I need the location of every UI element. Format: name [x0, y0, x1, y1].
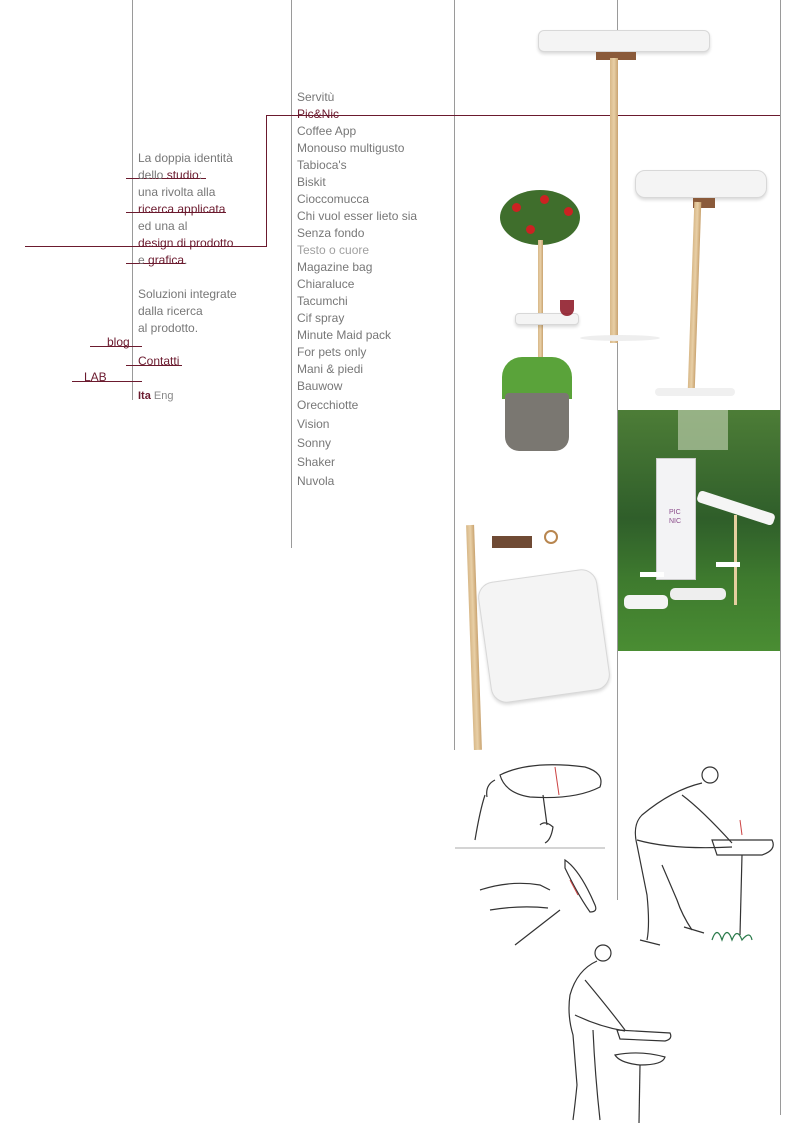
- intro-text: dello: [138, 168, 167, 182]
- table-leg: [466, 525, 482, 750]
- banner-line: PIC: [669, 509, 681, 516]
- person-sketch-2[interactable]: [555, 935, 680, 1125]
- intro-line: La doppia identità: [138, 151, 233, 165]
- intro-text: :: [198, 168, 203, 182]
- cushion: [624, 595, 668, 609]
- intro-line: [138, 167, 202, 184]
- contatti-link[interactable]: Contatti: [138, 354, 180, 368]
- person-sketch-1[interactable]: [622, 755, 782, 955]
- solutions-line: Soluzioni integrate: [138, 287, 237, 301]
- menu-item[interactable]: Shaker: [297, 455, 336, 469]
- flower: [564, 207, 573, 216]
- grid-line: [132, 0, 133, 400]
- table-top: [476, 567, 612, 705]
- menu-item[interactable]: Sonny: [297, 436, 332, 450]
- assembly-sketch-1[interactable]: [455, 755, 615, 850]
- menu-item[interactable]: Servitù: [297, 90, 335, 104]
- grid-line: [291, 0, 292, 548]
- ricerca-applicata-link[interactable]: ricerca applicata: [138, 202, 226, 216]
- menu-item[interactable]: Tabioca's: [297, 158, 347, 172]
- sky-patch: [678, 410, 728, 450]
- menu-item[interactable]: Testo o cuore: [297, 243, 370, 257]
- language-switcher: [138, 388, 173, 405]
- menu-item[interactable]: Tacumchi: [297, 294, 348, 308]
- plant-stem: [538, 240, 543, 370]
- product-photo-parts[interactable]: [462, 520, 612, 750]
- menu-item[interactable]: Cioccomucca: [297, 192, 370, 206]
- menu-item[interactable]: Minute Maid pack: [297, 328, 392, 342]
- menu-item[interactable]: Senza fondo: [297, 226, 365, 240]
- table-leg: [734, 515, 737, 605]
- solutions-line: al prodotto.: [138, 321, 199, 335]
- table-leg: [688, 202, 702, 392]
- menu-item[interactable]: Bauwow: [297, 379, 343, 393]
- intro-line: [138, 201, 225, 218]
- mini-table: [716, 562, 740, 567]
- cushion: [670, 588, 726, 600]
- pot: [505, 393, 569, 451]
- menu-item-active[interactable]: Pic&Nic: [297, 107, 340, 121]
- menu-item[interactable]: Orecchiotte: [297, 398, 359, 412]
- lab-link[interactable]: LAB: [84, 370, 107, 384]
- mini-table: [640, 572, 664, 577]
- menu-item[interactable]: Chi vuol esser lieto sia: [297, 209, 418, 223]
- intro-line: [138, 252, 187, 269]
- studio-link[interactable]: studio: [166, 168, 199, 182]
- lang-eng-link[interactable]: Eng: [153, 390, 174, 402]
- flower: [526, 225, 535, 234]
- grid-line: [454, 0, 455, 750]
- table-top: [538, 30, 710, 52]
- menu-item[interactable]: Mani & piedi: [297, 362, 364, 376]
- menu-item[interactable]: Magazine bag: [297, 260, 373, 274]
- product-photo-short-table[interactable]: [625, 160, 775, 405]
- solutions-line: dalla ricerca: [138, 304, 203, 318]
- menu-item[interactable]: For pets only: [297, 345, 367, 359]
- intro-line: [138, 235, 233, 252]
- intro-line: una rivolta alla: [138, 185, 216, 199]
- intro-text: .: [184, 253, 188, 267]
- intro-line: ed una al: [138, 219, 188, 233]
- product-photo-plant[interactable]: [460, 185, 620, 460]
- flower: [512, 203, 521, 212]
- grafica-link[interactable]: grafica: [148, 253, 185, 267]
- garden-scene-photo[interactable]: [618, 410, 780, 651]
- bracket: [492, 536, 532, 548]
- wine-glass: [560, 300, 574, 316]
- accent-line: [72, 381, 142, 382]
- intro-text: e: [138, 253, 149, 267]
- banner: [656, 458, 696, 580]
- menu-item[interactable]: Biskit: [297, 175, 326, 189]
- leg-foot: [655, 388, 735, 396]
- accent-line: [266, 115, 267, 247]
- lang-ita-link[interactable]: Ita: [138, 390, 151, 402]
- flower: [540, 195, 549, 204]
- menu-item[interactable]: Coffee App: [297, 124, 357, 138]
- banner-line: NIC: [669, 518, 682, 525]
- menu-item[interactable]: Cif spray: [297, 311, 345, 325]
- ring: [544, 530, 558, 544]
- blog-link[interactable]: blog: [107, 335, 130, 349]
- project-menu: [297, 89, 417, 490]
- menu-item[interactable]: Monouso multigusto: [297, 141, 405, 155]
- table-top: [635, 170, 767, 198]
- menu-item[interactable]: Nuvola: [297, 474, 335, 488]
- menu-item[interactable]: Chiaraluce: [297, 277, 355, 291]
- menu-item[interactable]: Vision: [297, 417, 330, 431]
- design-prodotto-link[interactable]: design di prodotto: [138, 236, 234, 250]
